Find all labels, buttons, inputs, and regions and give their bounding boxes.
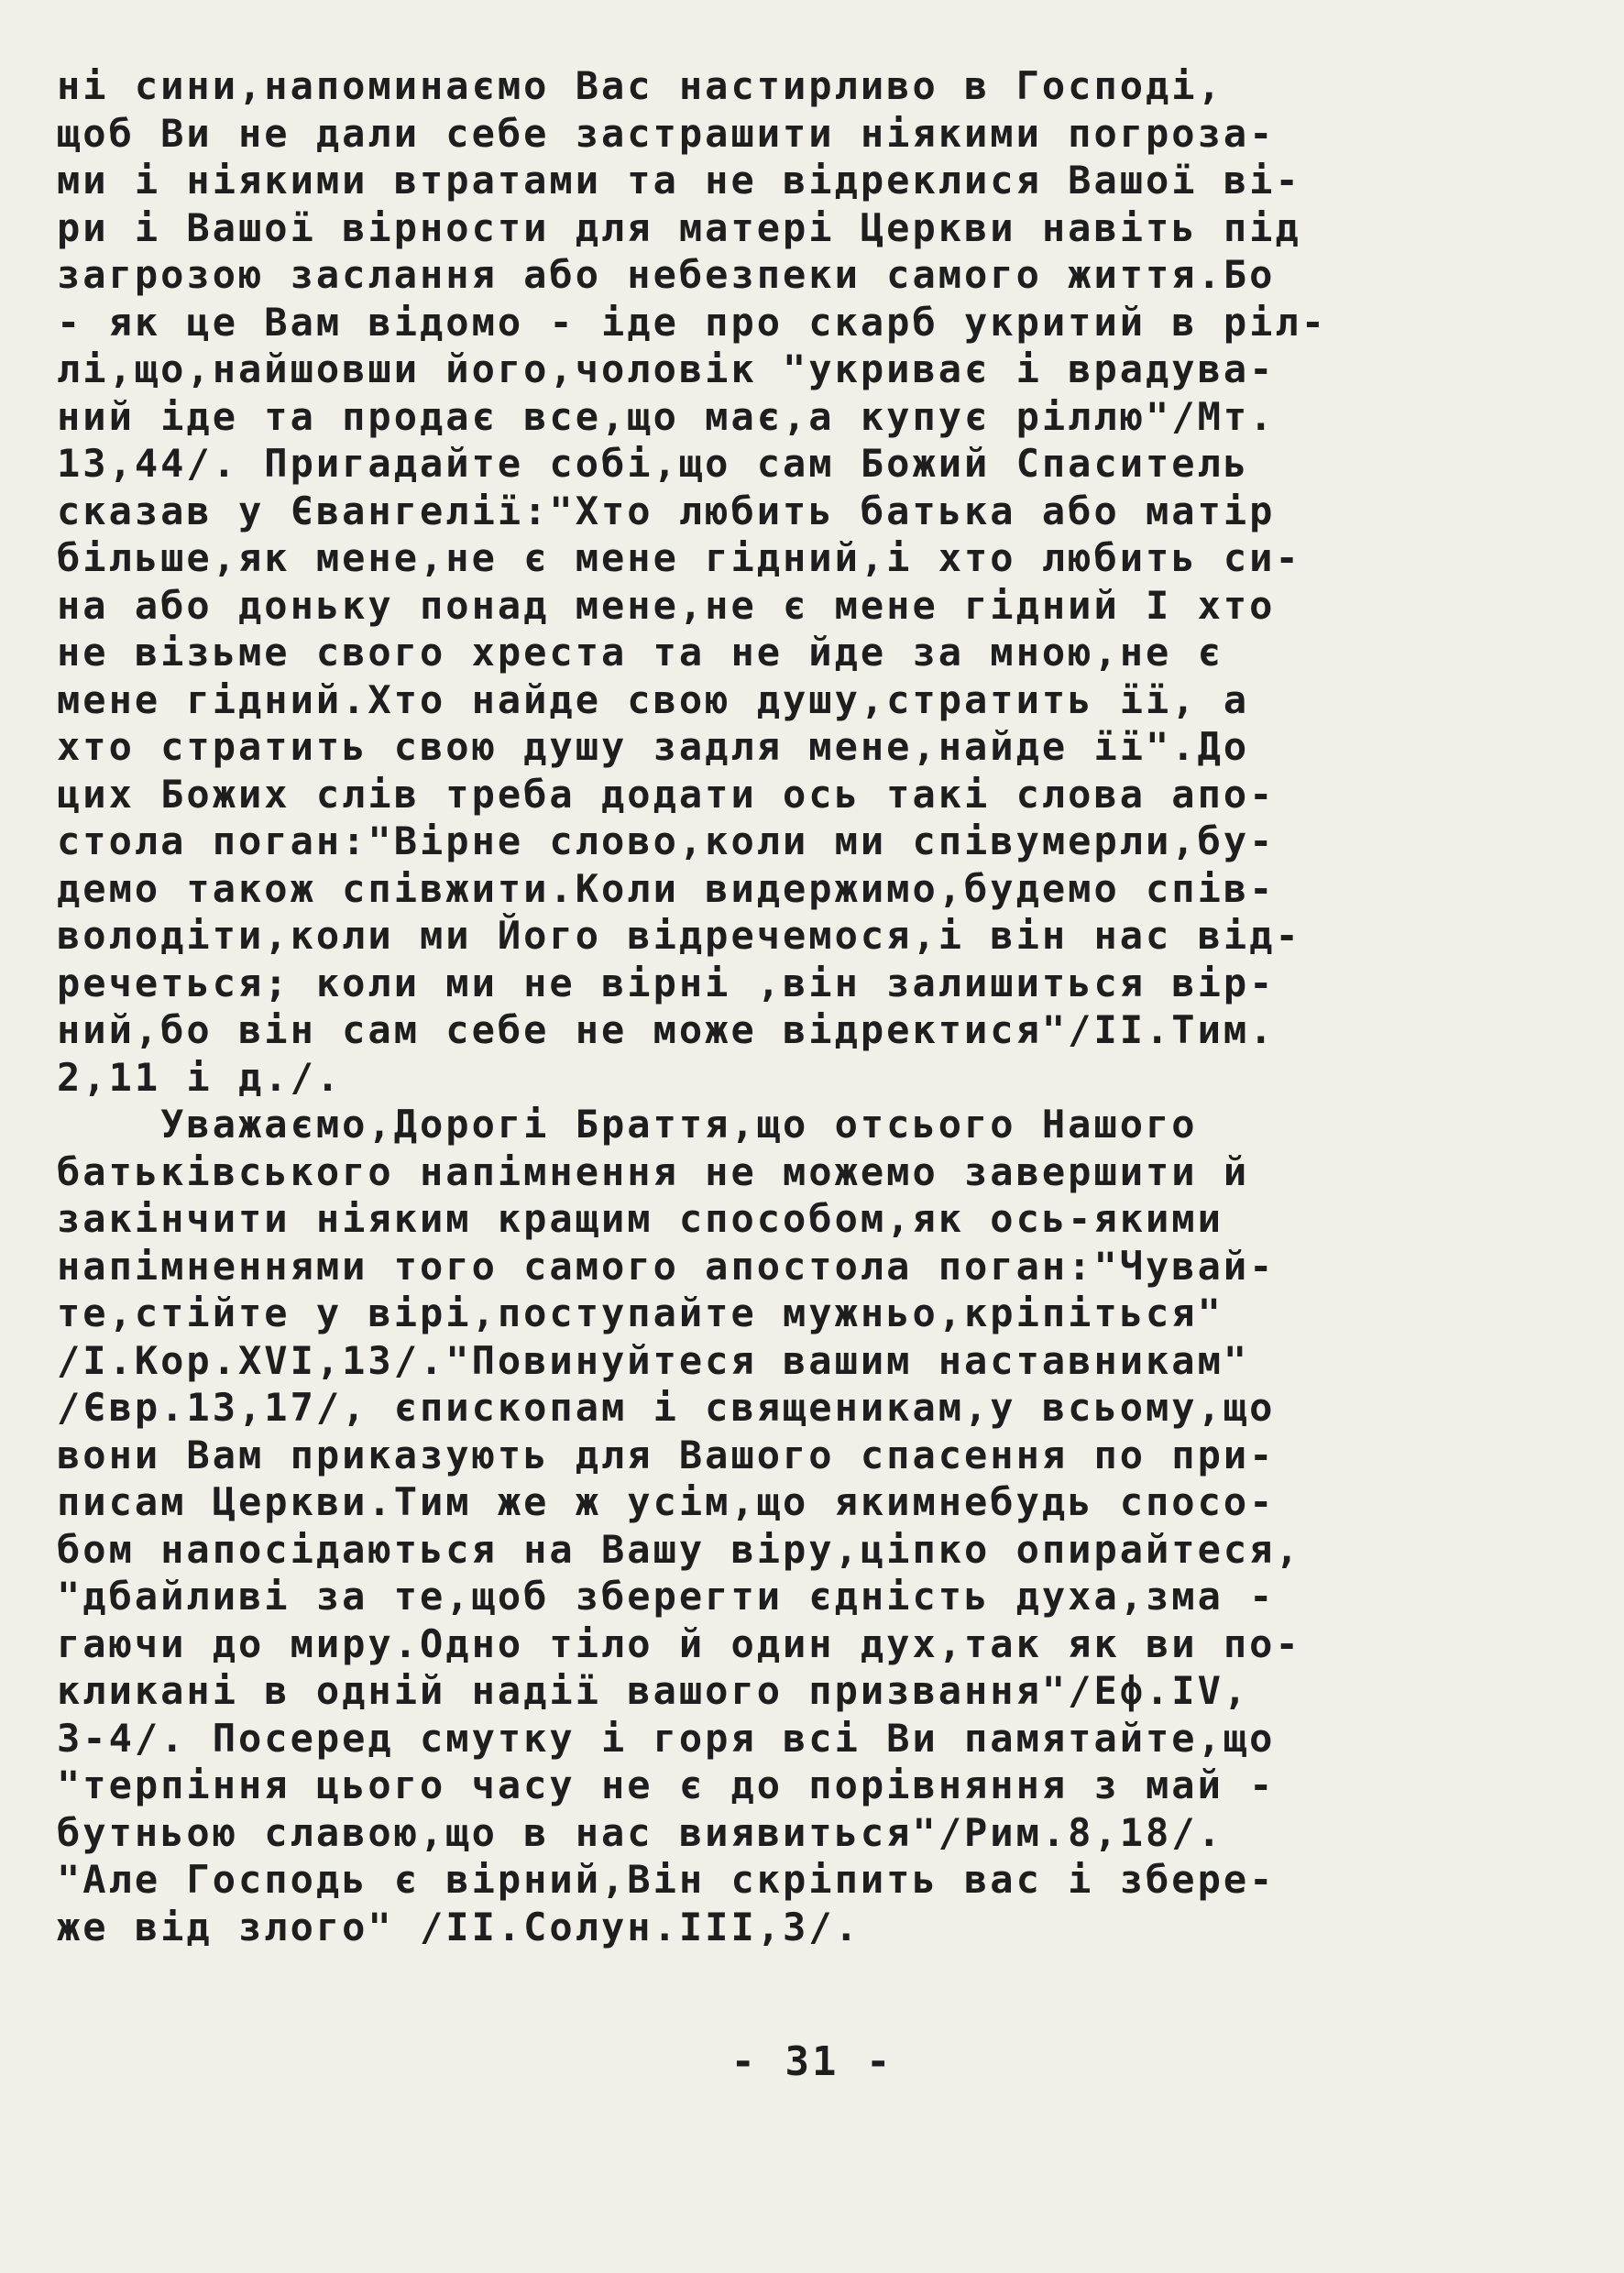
text-line: "терпіння цього часу не є до порівняння з май - (57, 1762, 1276, 1807)
text-line: 2,11 і д./. (57, 1054, 343, 1100)
text-line: /І.Кор.XVI,13/."Повинуйтеся вашим наставникам" (57, 1337, 1250, 1383)
text-line: володіти,коли ми Його відречемося,і він нас від- (57, 913, 1301, 958)
text-line: те,стійте у вірі,поступайте мужньо,кріпіться" (57, 1290, 1223, 1335)
text-line: Уважаємо,Дорогі Браття,що отсього Нашого (57, 1102, 1198, 1147)
text-line: хто стратить свою душу задля мене,найде її".До (57, 724, 1250, 769)
text-line: напімненнями того самого апостола поган:"Чувай- (57, 1243, 1276, 1289)
text-line: ний,бо він сам себе не може відректися"/ІІ.Тим. (57, 1007, 1276, 1052)
text-line: ри і Вашої вірности для матері Церкви навіть під (57, 204, 1301, 250)
body-text (57, 62, 1578, 1950)
text-line: гаючи до миру.Одно тіло й один дух,так як ви по- (57, 1620, 1301, 1666)
text-line: закінчити ніяким кращим способом,як ось-якими (57, 1196, 1223, 1241)
text-line: стола поган:"Вірне слово,коли ми співумерли,бу- (57, 818, 1276, 863)
page-number: - 31 - (730, 2038, 894, 2085)
text-line: же від злого" /ІІ.Солун.ІІІ,3/. (57, 1904, 861, 1949)
text-line: "дбайливі за те,щоб зберегти єдність духа,зма - (57, 1574, 1276, 1619)
text-line: ми і ніякими втратами та не відреклися Вашої ві- (57, 158, 1301, 203)
text-line: сказав у Євангелії:"Хто любить батька або матір (57, 488, 1276, 533)
text-line: бутньою славою,що в нас виявиться"/Рим.8,18/. (57, 1809, 1223, 1855)
text-line: речеться; коли ми не вірні ,він залишиться вір- (57, 960, 1276, 1005)
text-line: демо також співжити.Коли видержимо,будемо спів- (57, 865, 1276, 911)
text-line: мене гідний.Хто найде свою душу,стратить її, а (57, 676, 1250, 722)
text-line: ні сини,напоминаємо Вас настирливо в Господі, (57, 63, 1223, 108)
text-line: не візьме свого хреста та не йде за мною,не є (57, 630, 1223, 675)
text-line: більше,як мене,не є мене гідний,і хто любить си- (57, 535, 1301, 580)
text-line: бом напосідаються на Вашу віру,ціпко опирайтеся, (57, 1526, 1301, 1572)
text-line: - як це Вам відомо - іде про скарб укритий в ріл- (57, 299, 1328, 345)
text-line: писам Церкви.Тим же ж усім,що якимнебудь спосо- (57, 1479, 1276, 1524)
text-line: щоб Ви не дали себе застрашити ніякими погроза- (57, 110, 1276, 156)
text-line: "Але Господь є вірний,Він скріпить вас і збере- (57, 1857, 1276, 1902)
text-line: кликані в одній надії вашого призвання"/Еф.IV, (57, 1668, 1250, 1713)
text-line: вони Вам приказують для Вашого спасення по при- (57, 1432, 1276, 1477)
text-line: 3-4/. Посеред смутку і горя всі Ви памятайте,що (57, 1715, 1276, 1761)
text-line: на або доньку понад мене,не є мене гідний І хто (57, 582, 1276, 628)
text-line: батьківського напімнення не можемо завершити й (57, 1148, 1250, 1194)
text-line: загрозою заслання або небезпеки самого життя.Бо (57, 252, 1276, 297)
text-line: ний іде та продає все,що має,а купує ріллю"/Мт. (57, 393, 1276, 439)
text-line: 13,44/. Пригадайте собі,що сам Божий Спаситель (57, 441, 1250, 486)
text-line: цих Божих слів треба додати ось такі слова апо- (57, 771, 1276, 817)
text-line: лі,що,найшовши його,чоловік "укриває і врадува- (57, 346, 1276, 391)
text-line: /Євр.13,17/, єпископам і священикам,у всьому,що (57, 1385, 1276, 1430)
